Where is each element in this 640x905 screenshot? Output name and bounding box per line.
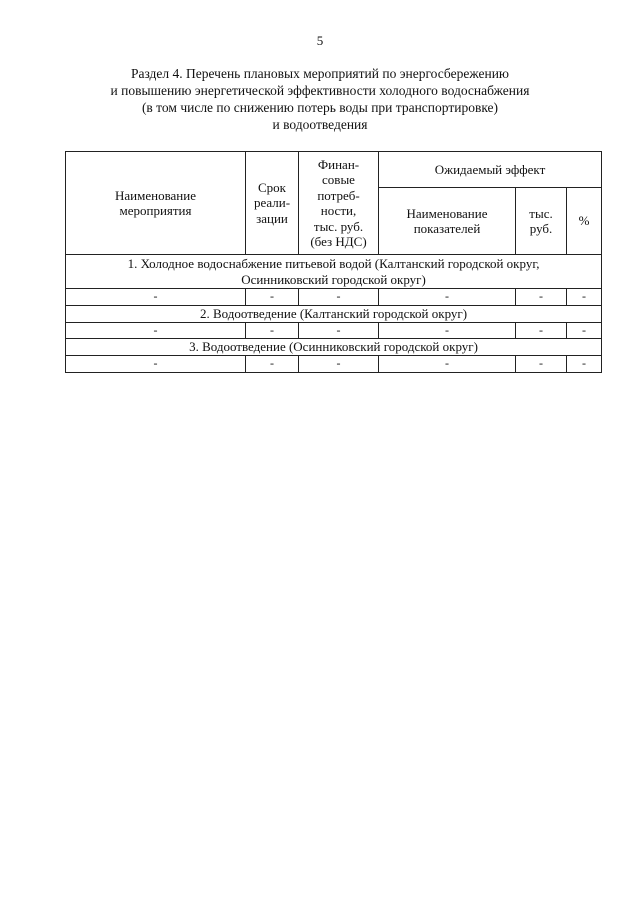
title-line: (в том числе по снижению потерь воды при транспортировке) [141,100,499,115]
table-cell: - [246,356,299,373]
table-cell: - [299,356,379,373]
header-thousand-rub: тыс. руб. [516,188,567,255]
table-cell: - [379,322,516,339]
title-line: и водоотведения [272,117,368,132]
header-row [66,152,602,188]
group-row-3 [66,339,602,356]
table-cell: - [516,322,567,339]
table-row [66,322,602,339]
title-line: Раздел 4. Перечень плановых мероприятий по энергосбережению [130,66,510,81]
table-cell: - [246,322,299,339]
table-cell: - [66,356,246,373]
table-cell: - [66,289,246,306]
table-cell: - [379,289,516,306]
table-cell: - [567,356,602,373]
group-row-1 [66,255,602,289]
table-row [66,356,602,373]
group-title: 2. Водоотведение (Калтанский городской округ) [66,305,602,322]
table-cell: - [299,322,379,339]
header-indicator: Наименование показателей [379,188,516,255]
table-cell: - [299,289,379,306]
section-title [40,65,600,133]
table-cell: - [567,322,602,339]
table-cell: - [66,322,246,339]
group-row-2 [66,305,602,322]
table-cell: - [246,289,299,306]
header-term: Срок реали- зации [246,152,299,255]
header-finance: Финан- совые потреб- ности, тыс. руб. (без НДС) [299,152,379,255]
header-expected-effect: Ожидаемый эффект [379,152,602,188]
header-percent: % [567,188,602,255]
page-number: 5 [316,33,324,48]
table-cell: - [516,356,567,373]
group-title: 3. Водоотведение (Осинниковский городской округ) [66,339,602,356]
header-name: Наименование мероприятия [66,152,246,255]
group-title: 1. Холодное водоснабжение питьевой водой (Калтанский городской округ, Осинниковский городской округ) [66,255,602,289]
table-cell: - [567,289,602,306]
measures-table [65,151,602,373]
table-cell: - [516,289,567,306]
table-row [66,289,602,306]
title-line: и повышению энергетической эффективности холодного водоснабжения [110,83,530,98]
table-cell: - [379,356,516,373]
